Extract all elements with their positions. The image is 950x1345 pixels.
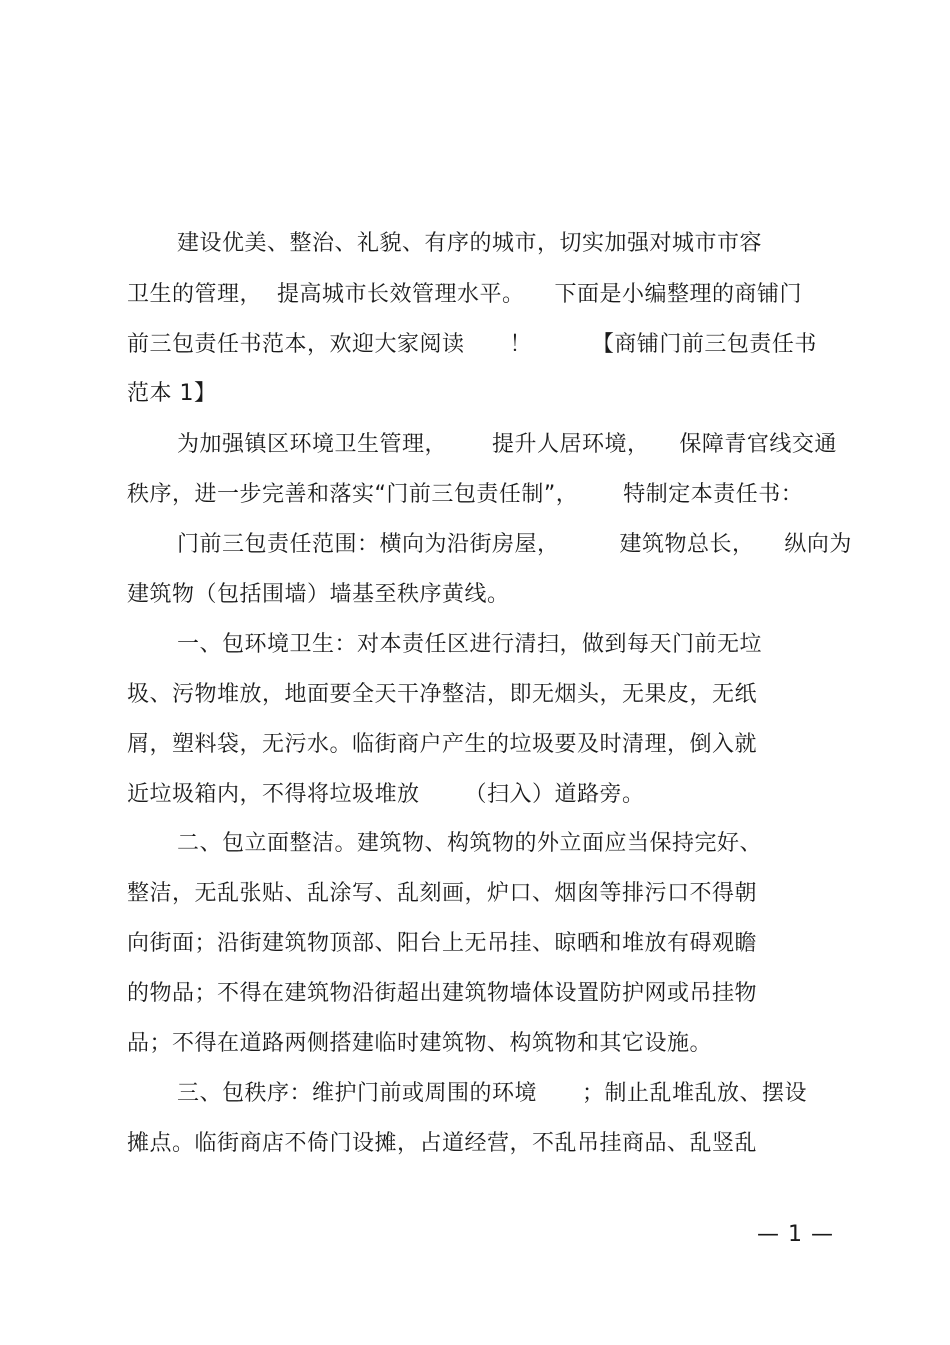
paragraph-3-line-1: 门前三包责任范围：横向为沿街房屋， 建筑物总长， 纵向为 bbox=[177, 532, 852, 557]
paragraph-3-line-2: 建筑物（包括围墙）墙基至秩序黄线。 bbox=[127, 582, 510, 607]
paragraph-1-line-3: 前三包责任书范本，欢迎大家阅读 ！ 【商铺门前三包责任书 bbox=[127, 332, 817, 357]
paragraph-5-line-1: 二、包立面整洁。建筑物、构筑物的外立面应当保持完好、 bbox=[177, 831, 763, 856]
paragraph-6-line-2: 摊点。临街商店不倚门设摊，占道经营，不乱吊挂商品、乱竖乱 bbox=[127, 1131, 758, 1156]
paragraph-4-line-4: 近垃圾箱内，不得将垃圾堆放 （扫入）道路旁。 bbox=[127, 782, 645, 807]
paragraph-6-line-1: 三、包秩序：维护门前或周围的环境 ；制止乱堆乱放、摆设 bbox=[177, 1081, 807, 1106]
paragraph-1-line-2: 卫生的管理， 提高城市长效管理水平。 下面是小编整理的商铺门 bbox=[127, 282, 802, 307]
paragraph-5-line-3: 向街面；沿街建筑物顶部、阳台上无吊挂、晾晒和堆放有碍观瞻 bbox=[127, 931, 758, 956]
paragraph-2-line-1: 为加强镇区环境卫生管理， 提升人居环境， 保障青官线交通 bbox=[177, 432, 837, 457]
paragraph-4-line-1: 一、包环境卫生：对本责任区进行清扫，做到每天门前无垃 bbox=[177, 632, 763, 657]
paragraph-1-line-1: 建设优美、整治、礼貌、有序的城市，切实加强对城市市容 bbox=[177, 231, 763, 256]
paragraph-4-line-3: 屑，塑料袋，无污水。临街商户产生的垃圾要及时清理，倒入就 bbox=[127, 732, 758, 757]
paragraph-4-line-2: 圾、污物堆放，地面要全天干净整洁，即无烟头，无果皮，无纸 bbox=[127, 682, 758, 707]
paragraph-5-line-4: 的物品；不得在建筑物沿街超出建筑物墙体设置防护网或吊挂物 bbox=[127, 981, 758, 1006]
paragraph-2-line-2: 秩序，进一步完善和落实“门前三包责任制”， 特制定本责任书： bbox=[127, 482, 804, 507]
page-number: — 1 — bbox=[757, 1222, 834, 1247]
paragraph-1-line-4: 范本 1】 bbox=[127, 381, 217, 406]
paragraph-5-line-2: 整洁，无乱张贴、乱涂写、乱刻画，炉口、烟囱等排污口不得朝 bbox=[127, 881, 758, 906]
paragraph-5-line-5: 品；不得在道路两侧搭建临时建筑物、构筑物和其它设施。 bbox=[127, 1031, 713, 1056]
